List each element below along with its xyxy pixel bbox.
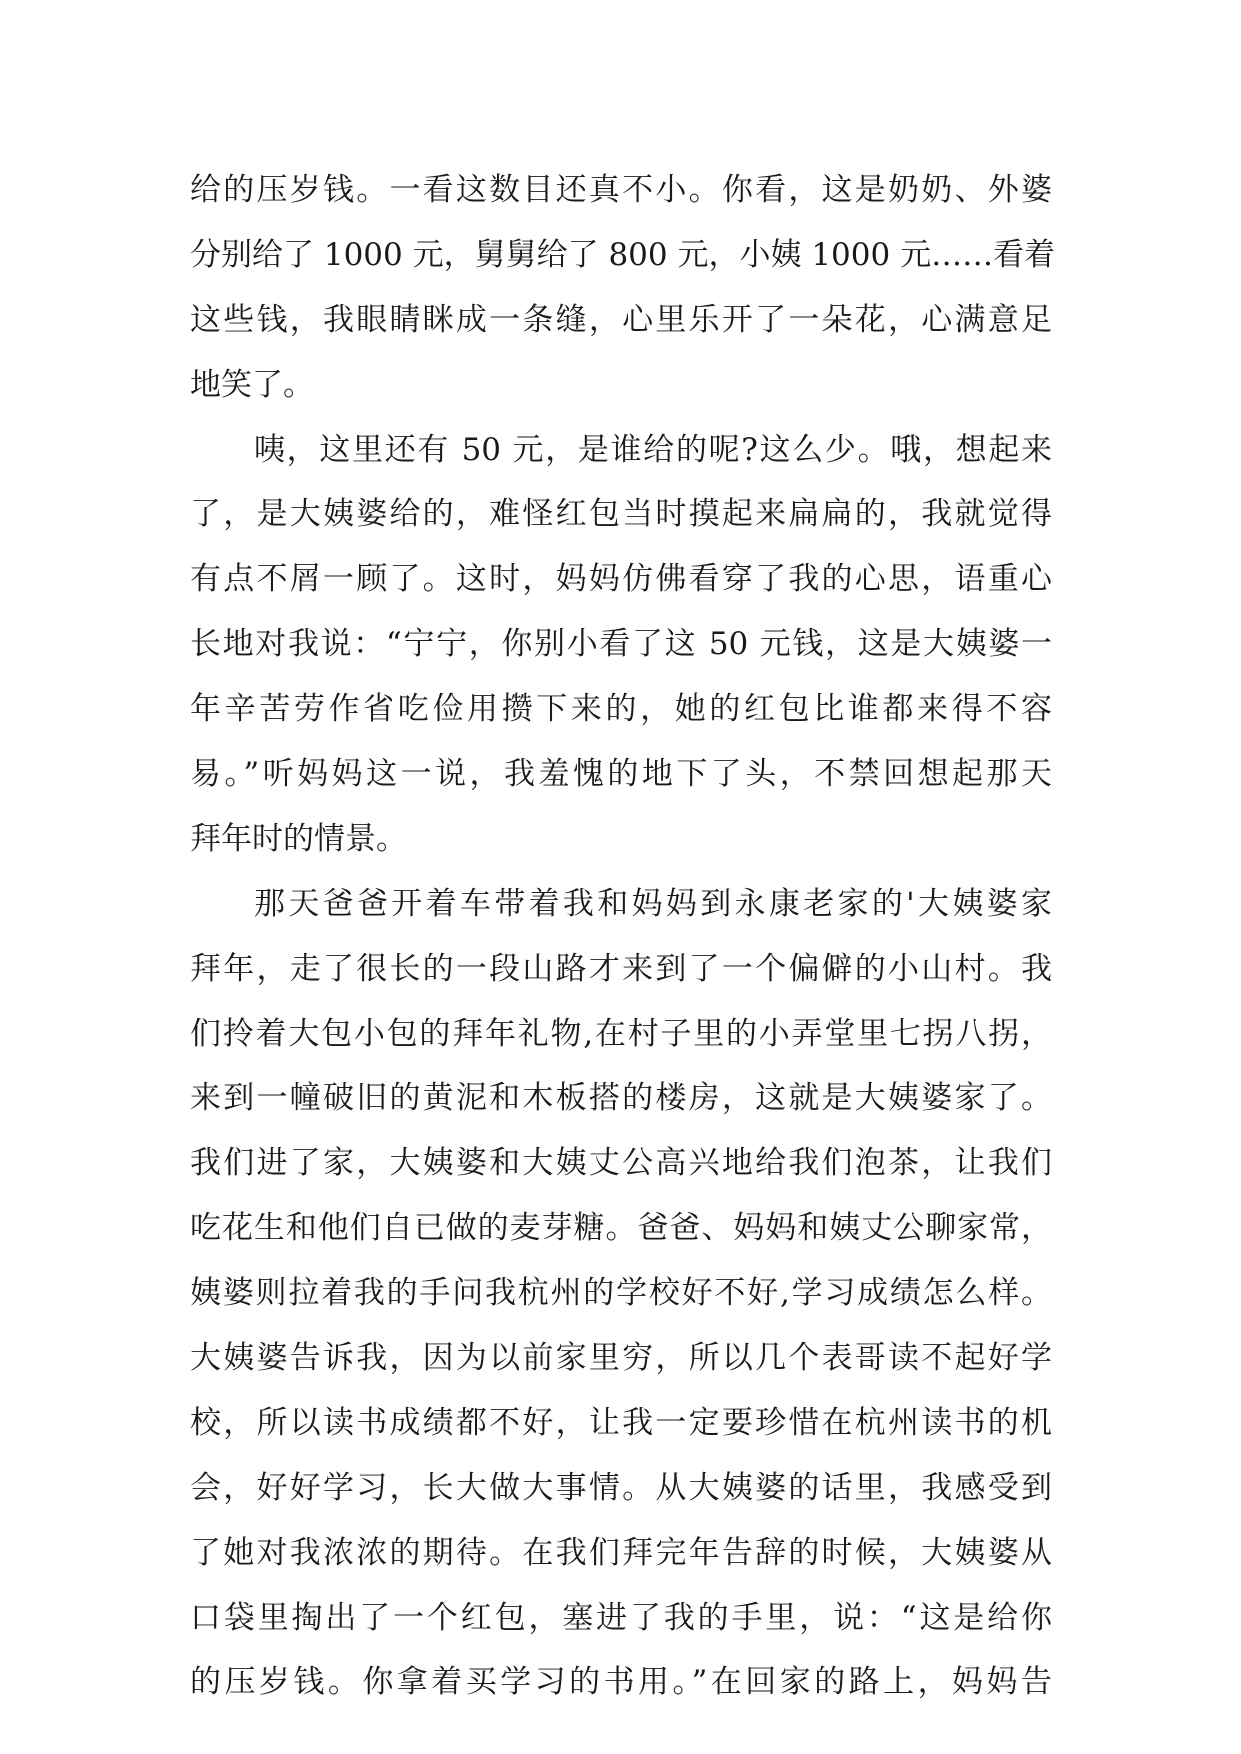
paragraph-end-line: 地笑了。 [190, 366, 314, 403]
text-line: 吃花生和他们自已做的麦芽糖。爸爸、妈妈和姨丈公聊家常， [190, 1210, 1052, 1247]
text-line: 校，所以读书成绩都不好，让我一定要珍惜在杭州读书的机 [190, 1404, 1052, 1441]
paragraph-start-line: 咦，这里还有 50 元，是谁给的呢?这么少。哦，想起来 [254, 431, 1052, 468]
text-line: 们拎着大包小包的拜年礼物,在村子里的小弄堂里七拐八拐， [190, 1015, 1052, 1052]
text-line: 这些钱，我眼睛眯成一条缝，心里乐开了一朵花，心满意足 [190, 301, 1052, 338]
text-line: 我们进了家，大姨婆和大姨丈公高兴地给我们泡茶，让我们 [190, 1145, 1052, 1182]
text-line: 易。”听妈妈这一说，我羞愧的地下了头，不禁回想起那天 [190, 756, 1052, 793]
text-line: 有点不屑一顾了。这时，妈妈仿佛看穿了我的心思，语重心 [190, 561, 1052, 598]
text-line: 拜年，走了很长的一段山路才来到了一个偏僻的小山村。我 [190, 950, 1052, 987]
body-text [190, 158, 1056, 1715]
text-line: 会，好好学习，长大做大事情。从大姨婆的话里，我感受到 [190, 1469, 1052, 1506]
text-line: 了她对我浓浓的期待。在我们拜完年告辞的时候，大姨婆从 [190, 1534, 1052, 1571]
paragraph-start-line: 那天爸爸开着车带着我和妈妈到永康老家的'大姨婆家 [254, 885, 1052, 922]
text-line: 分别给了 1000 元，舅舅给了 800 元，小姨 1000 元……看着 [190, 236, 1056, 273]
text-line: 给的压岁钱。一看这数目还真不小。你看，这是奶奶、外婆 [190, 172, 1052, 208]
paragraph-end-line: 拜年时的情景。 [190, 820, 407, 857]
text-line: 姨婆则拉着我的手问我杭州的学校好不好,学习成绩怎么样。 [190, 1275, 1052, 1312]
text-line: 口袋里掏出了一个红包，塞进了我的手里，说：“这是给你 [190, 1599, 1052, 1636]
text-line: 的压岁钱。你拿着买学习的书用。”在回家的路上，妈妈告 [190, 1664, 1052, 1701]
text-line: 了，是大姨婆给的，难怪红包当时摸起来扁扁的，我就觉得 [190, 496, 1052, 533]
text-line: 来到一幢破旧的黄泥和木板搭的楼房，这就是大姨婆家了。 [190, 1080, 1052, 1117]
text-line: 长地对我说：“宁宁，你别小看了这 50 元钱，这是大姨婆一 [190, 626, 1052, 663]
text-line: 大姨婆告诉我，因为以前家里穷，所以几个表哥读不起好学 [190, 1340, 1052, 1377]
text-line: 年辛苦劳作省吃俭用攒下来的，她的红包比谁都来得不容 [190, 691, 1052, 728]
